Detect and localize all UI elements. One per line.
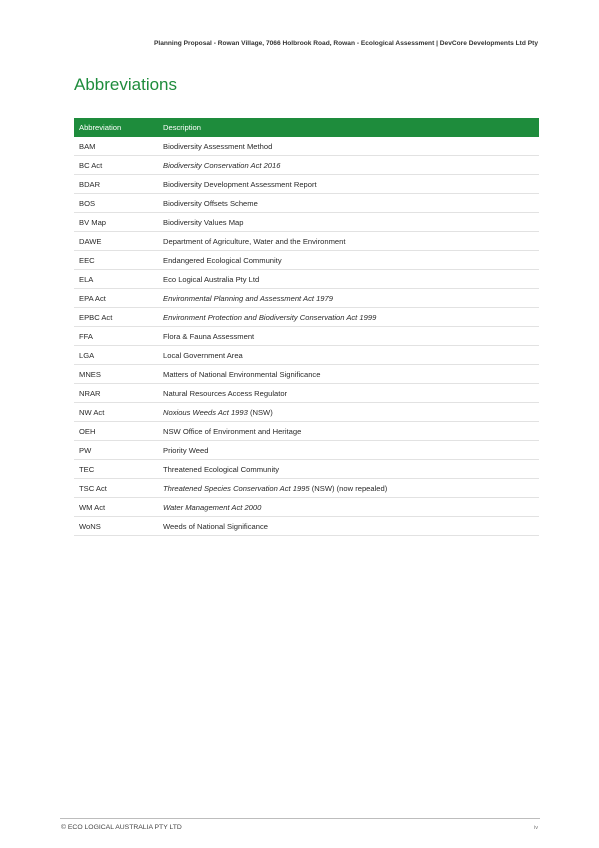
table-row [74, 346, 539, 365]
description-cell [158, 156, 539, 175]
table-row [74, 232, 539, 251]
description-text: Biodiversity Assessment Method [163, 141, 273, 151]
description-cell [158, 194, 539, 213]
table-row [74, 441, 539, 460]
description-text: (NSW) (now repealed) [309, 483, 388, 493]
description-cell [158, 422, 539, 441]
description-cell [158, 346, 539, 365]
description-text: Priority Weed [163, 445, 209, 455]
abbreviation-cell: EPBC Act [74, 308, 158, 327]
abbreviation-cell: OEH [74, 422, 158, 441]
table-row [74, 213, 539, 232]
description-text: Threatened Ecological Community [163, 464, 280, 474]
abbreviation-cell: EEC [74, 251, 158, 270]
table-body [74, 137, 539, 536]
abbreviation-cell: WM Act [74, 498, 158, 517]
abbreviation-cell: MNES [74, 365, 158, 384]
running-header: Planning Proposal - Rowan Village, 7066 Holbrook Road, Rowan - Ecological Assessment | DevCore Developments Ltd Pty [153, 40, 538, 47]
description-cell [158, 289, 539, 308]
abbreviation-cell: WoNS [74, 517, 158, 536]
table-row [74, 308, 539, 327]
table-row [74, 422, 539, 441]
table-row [74, 517, 539, 536]
description-cell [158, 365, 539, 384]
footer-divider [60, 818, 540, 819]
description-cell [158, 441, 539, 460]
description-cell [158, 384, 539, 403]
column-header-abbreviation: Abbreviation [79, 123, 122, 132]
column-header-description: Description [163, 123, 201, 132]
description-text: NSW Office of Environment and Heritage [163, 426, 302, 436]
table-row [74, 479, 539, 498]
table-row [74, 365, 539, 384]
abbreviation-cell: EPA Act [74, 289, 158, 308]
description-text: Local Government Area [163, 350, 243, 360]
abbreviation-cell: NW Act [74, 403, 158, 422]
table-row [74, 137, 539, 156]
abbreviations-table [74, 118, 539, 536]
description-italic-text: Biodiversity Conservation Act 2016 [163, 160, 281, 170]
description-text: Flora & Fauna Assessment [163, 331, 255, 341]
description-italic-text: Water Management Act 2000 [163, 502, 262, 512]
table-row [74, 498, 539, 517]
abbreviation-cell: BV Map [74, 213, 158, 232]
abbreviation-cell: BOS [74, 194, 158, 213]
abbreviation-cell: DAWE [74, 232, 158, 251]
description-italic-text: Noxious Weeds Act 1993 [163, 407, 248, 417]
abbreviation-cell: NRAR [74, 384, 158, 403]
description-cell [158, 460, 539, 479]
description-italic-text: Environment Protection and Biodiversity Conservation Act 1999 [163, 312, 377, 322]
description-cell [158, 175, 539, 194]
description-cell [158, 308, 539, 327]
table-row [74, 156, 539, 175]
table-row [74, 384, 539, 403]
description-cell [158, 251, 539, 270]
footer-copyright: © ECO LOGICAL AUSTRALIA PTY LTD [61, 824, 182, 831]
description-text: (NSW) [247, 407, 273, 417]
abbreviation-cell: TSC Act [74, 479, 158, 498]
description-italic-text: Environmental Planning and Assessment Act 1979 [163, 293, 333, 303]
table-row [74, 270, 539, 289]
table-row [74, 251, 539, 270]
page-title: Abbreviations [74, 75, 178, 94]
description-cell [158, 213, 539, 232]
table-row [74, 194, 539, 213]
description-cell [158, 327, 539, 346]
table-row [74, 403, 539, 422]
abbreviation-cell: TEC [74, 460, 158, 479]
description-text: Natural Resources Access Regulator [163, 388, 288, 398]
abbreviation-cell: BC Act [74, 156, 158, 175]
description-text: Weeds of National Significance [163, 521, 268, 531]
abbreviation-cell: FFA [74, 327, 158, 346]
description-text: Biodiversity Development Assessment Report [163, 179, 317, 189]
description-cell [158, 498, 539, 517]
description-text: Endangered Ecological Community [163, 255, 282, 265]
description-italic-text: Threatened Species Conservation Act 1995 [163, 483, 310, 493]
description-cell [158, 403, 539, 422]
description-text: Biodiversity Values Map [163, 217, 244, 227]
table-row [74, 327, 539, 346]
table-row [74, 460, 539, 479]
description-cell [158, 517, 539, 536]
page-number: iv [533, 825, 538, 831]
description-text: Department of Agriculture, Water and the Environment [163, 236, 346, 246]
abbreviation-cell: BDAR [74, 175, 158, 194]
abbreviation-cell: LGA [74, 346, 158, 365]
table-row [74, 175, 539, 194]
description-cell [158, 270, 539, 289]
description-text: Matters of National Environmental Significance [163, 369, 321, 379]
description-cell [158, 137, 539, 156]
description-cell [158, 232, 539, 251]
description-text: Biodiversity Offsets Scheme [163, 198, 258, 208]
table-header-row [74, 118, 539, 137]
description-text: Eco Logical Australia Pty Ltd [163, 274, 260, 284]
abbreviation-cell: BAM [74, 137, 158, 156]
abbreviation-cell: ELA [74, 270, 158, 289]
table-row [74, 289, 539, 308]
description-cell [158, 479, 539, 498]
abbreviation-cell: PW [74, 441, 158, 460]
